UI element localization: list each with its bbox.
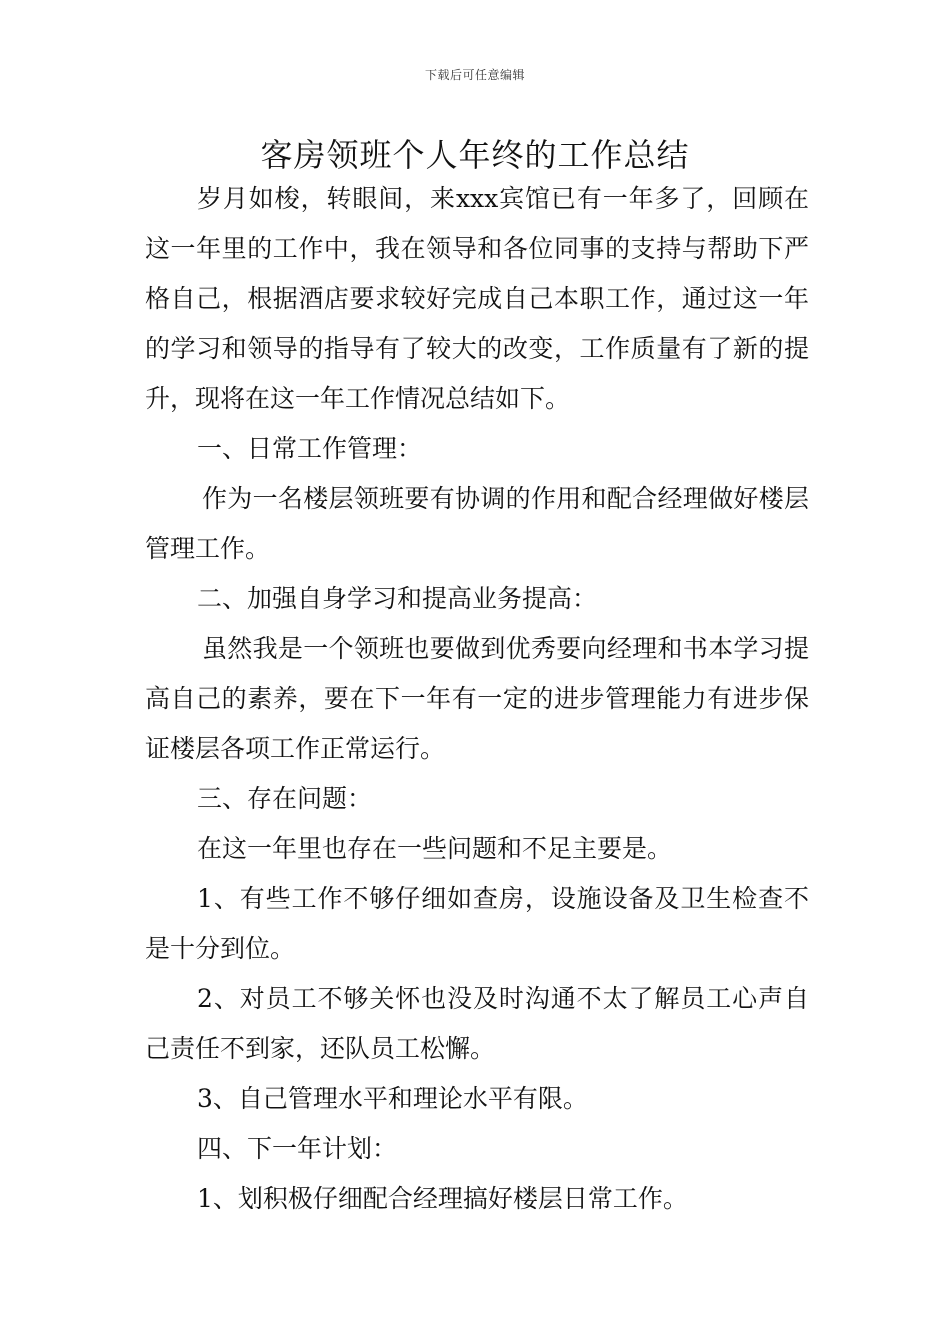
paragraph-intro: 岁月如梭，转眼间，来xxx宾馆已有一年多了，回顾在这一年里的工作中，我在领导和各位同事的支持与帮助下严格自己，根据酒店要求较好完成自己本职工作，通过这一年的学习和领导的指导有了较大的改变，工作质量有了新的提升，现将在这一年工作情况总结如下。	[145, 184, 809, 413]
paragraph-section-2: 虽然我是一个领班也要做到优秀要向经理和书本学习提高自己的素养，要在下一年有一定的进步管理能力有进步保证楼层各项工作正常运行。	[145, 634, 809, 763]
header-note: 下载后可任意编辑	[424, 68, 525, 82]
paragraph-section-1: 作为一名楼层领班要有协调的作用和配合经理做好楼层管理工作。	[145, 484, 809, 563]
section-heading-4: 四、下一年计划：	[197, 1134, 398, 1163]
section-heading-1: 一、日常工作管理：	[197, 434, 423, 463]
section-heading-3: 三、存在问题：	[197, 784, 373, 813]
paragraph-section-3: 在这一年里也存在一些问题和不足主要是。	[197, 834, 673, 863]
list-item-problem-1: 1、有些工作不够仔细如查房，设施设备及卫生检查不是十分到位。	[145, 884, 809, 963]
list-item-problem-2: 2、对员工不够关怀也没及时沟通不太了解员工心声自己责任不到家，还队员工松懈。	[145, 984, 809, 1063]
document-body	[145, 174, 809, 1224]
section-heading-2: 二、加强自身学习和提高业务提高：	[197, 584, 598, 613]
list-item-plan-1: 1、划积极仔细配合经理搞好楼层日常工作。	[197, 1184, 688, 1213]
document-title: 客房领班个人年终的工作总结	[260, 136, 690, 174]
list-item-problem-3: 3、自己管理水平和理论水平有限。	[197, 1084, 588, 1113]
